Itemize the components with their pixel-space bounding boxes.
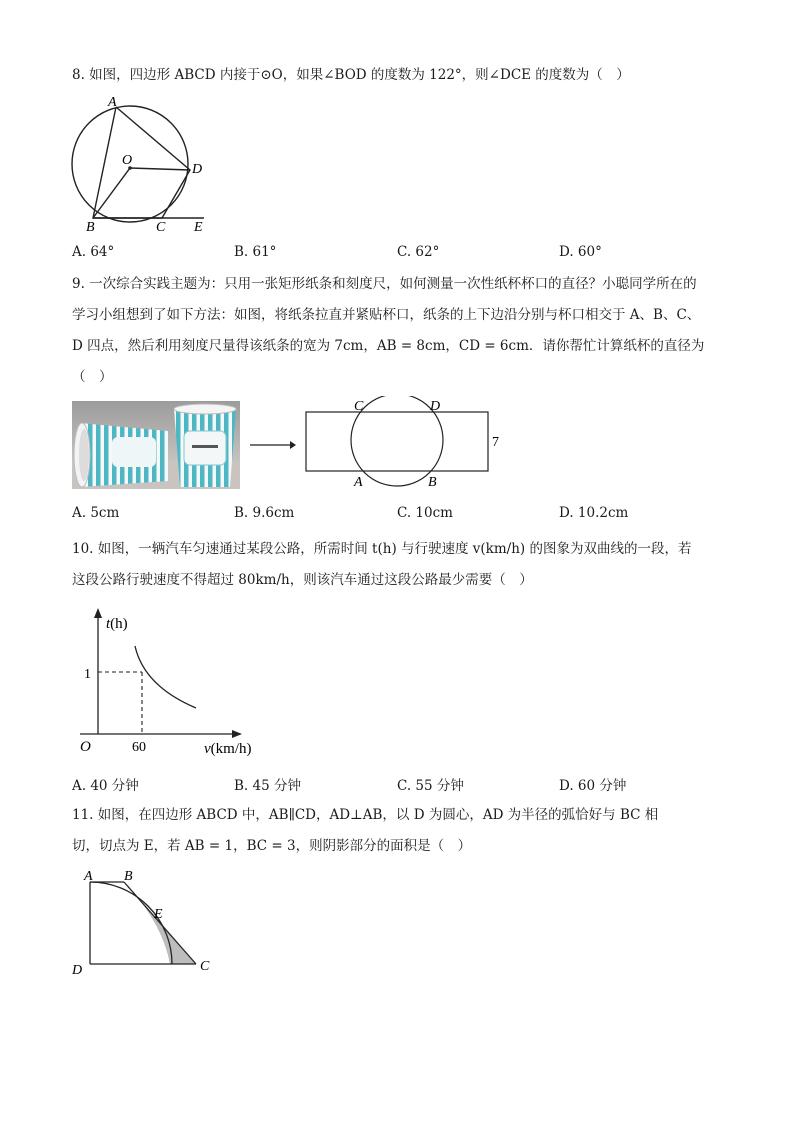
q9-label-A: A — [354, 475, 363, 490]
q8-circle-figure — [66, 92, 226, 236]
q10-option-b[interactable]: B. 45 分钟 — [234, 778, 301, 794]
q11-quadrilateral-figure — [66, 866, 226, 982]
q10-option-a[interactable]: A. 40 分钟 — [72, 778, 139, 794]
q10-option-c[interactable]: C. 55 分钟 — [397, 778, 464, 794]
q10-y-axis-label: t(h) — [106, 616, 128, 632]
question-9-options — [72, 505, 732, 527]
question-9-line-1: 9. 一次综合实践主题为：只用一张矩形纸条和刻度尺，如何测量一次性纸杯杯口的直径？小聪同学所在的 — [72, 276, 697, 292]
arrow-icon — [248, 438, 298, 452]
question-10-options — [72, 774, 732, 796]
question-8 — [72, 60, 732, 91]
q9-label-B: B — [428, 475, 437, 490]
question-11-line-2: 切，切点为 E，若 AB = 1，BC = 3，则阴影部分的面积是（ ） — [72, 838, 472, 854]
q9-option-d[interactable]: D. 10.2cm — [559, 505, 629, 521]
q9-label-width: 7 — [492, 435, 499, 450]
paper-cups-photo — [72, 401, 240, 489]
q9-label-C: C — [354, 399, 364, 414]
question-9-line-2: 学习小组想到了如下方法：如图，将纸条拉直并紧贴杯口，纸条的上下边沿分别与杯口相交于 A、B、C、 — [72, 307, 701, 323]
q9-strip-circle-figure — [300, 396, 510, 492]
q9-label-D: D — [430, 399, 441, 414]
q9-option-a[interactable]: A. 5cm — [72, 505, 120, 521]
q11-label-E: E — [154, 907, 163, 922]
question-11-line-1: 11. 如图，在四边形 ABCD 中，AB∥CD，AD⊥AB，以 D 为圆心，AD 为半径的弧恰好与 BC 相 — [72, 807, 659, 823]
q8-option-b[interactable]: B. 61° — [234, 244, 277, 260]
question-10-line-1: 10. 如图，一辆汽车匀速通过某段公路，所需时间 t(h) 与行驶速度 v(km/h) 的图象为双曲线的一段，若 — [72, 541, 692, 557]
q8-label-C: C — [156, 220, 166, 235]
q8-label-B: B — [86, 220, 95, 235]
q11-label-D: D — [72, 963, 83, 978]
q9-option-b[interactable]: B. 9.6cm — [234, 505, 295, 521]
q10-origin-label: O — [80, 739, 91, 755]
q10-hyperbola-graph — [72, 606, 272, 758]
q8-option-a[interactable]: A. 64° — [72, 244, 115, 260]
q8-label-E: E — [194, 220, 203, 235]
q8-label-D: D — [192, 162, 203, 177]
question-9-line-3: D 四点，然后利用刻度尺量得该纸条的宽为 7cm，AB = 8cm，CD = 6cm．请你帮忙计算纸杯的直径为 — [72, 338, 705, 354]
question-9 — [72, 269, 732, 393]
question-8-stem: 8. 如图，四边形 ABCD 内接于⊙O，如果∠BOD 的度数为 122°，则∠DCE 的度数为（ ） — [72, 67, 630, 83]
q10-option-d[interactable]: D. 60 分钟 — [559, 778, 627, 794]
q10-tick-1: 1 — [84, 667, 91, 682]
q10-x-axis-label: v(km/h) — [204, 741, 252, 757]
question-8-options — [72, 244, 732, 266]
question-10-line-2: 这段公路行驶速度不得超过 80km/h，则该汽车通过这段公路最少需要（ ） — [72, 572, 533, 588]
question-9-line-4: （ ） — [72, 369, 113, 385]
q8-label-A: A — [108, 95, 117, 110]
q11-label-B: B — [124, 869, 133, 884]
q11-label-A: A — [84, 869, 93, 884]
q9-option-c[interactable]: C. 10cm — [397, 505, 453, 521]
question-10 — [72, 534, 732, 596]
q8-option-c[interactable]: C. 62° — [397, 244, 440, 260]
q10-tick-60: 60 — [132, 740, 146, 755]
question-11 — [72, 800, 732, 862]
q11-label-C: C — [200, 959, 210, 974]
q8-option-d[interactable]: D. 60° — [559, 244, 602, 260]
q8-label-O: O — [122, 153, 133, 168]
